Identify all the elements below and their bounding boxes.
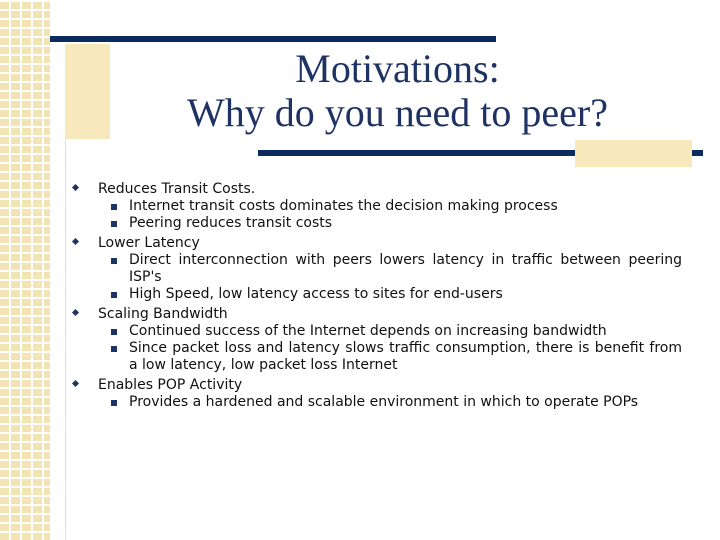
sub-bullet-text: Since packet loss and latency slows traffic consumption, there is benefit from a low latency, low packet loss Internet bbox=[129, 340, 682, 373]
sub-bullet-text: High Speed, low latency access to sites for end-users bbox=[129, 286, 503, 302]
square-bullet-icon bbox=[111, 221, 117, 227]
diamond-bullet-icon bbox=[72, 184, 79, 191]
bullet-item bbox=[70, 180, 682, 198]
square-bullet-icon bbox=[111, 346, 117, 352]
sub-bullet-item bbox=[70, 215, 682, 232]
diamond-bullet-icon bbox=[72, 238, 79, 245]
square-bullet-icon bbox=[111, 204, 117, 210]
sub-bullet-item bbox=[70, 394, 682, 411]
sub-bullet-text: Peering reduces transit costs bbox=[129, 215, 333, 231]
diamond-bullet-icon bbox=[72, 380, 79, 387]
sub-bullet-text: Continued success of the Internet depends on increasing bandwidth bbox=[129, 323, 607, 339]
bottom-beige-block bbox=[575, 140, 692, 167]
square-bullet-icon bbox=[111, 329, 117, 335]
bullet-text: Lower Latency bbox=[98, 235, 200, 251]
square-bullet-icon bbox=[111, 258, 117, 264]
top-beige-block bbox=[65, 44, 110, 139]
sub-bullet-item bbox=[70, 286, 682, 303]
diamond-bullet-icon bbox=[72, 309, 79, 316]
top-navy-bar bbox=[50, 36, 496, 42]
bullet-list bbox=[70, 178, 682, 411]
bullet-text: Scaling Bandwidth bbox=[98, 306, 228, 322]
sub-bullet-text: Provides a hardened and scalable environment in which to operate POPs bbox=[129, 394, 639, 410]
bullet-item bbox=[70, 305, 682, 323]
decorative-stripe-pattern bbox=[0, 0, 50, 540]
left-divider-line bbox=[65, 110, 66, 540]
sub-bullet-item bbox=[70, 198, 682, 215]
sub-bullet-text: Direct interconnection with peers lowers latency in traffic between peering ISP's bbox=[129, 252, 682, 285]
sub-bullet-item bbox=[70, 252, 682, 286]
sub-bullet-item bbox=[70, 340, 682, 374]
bullet-item bbox=[70, 376, 682, 394]
sub-bullet-text: Internet transit costs dominates the decision making process bbox=[129, 198, 558, 214]
bullet-text: Enables POP Activity bbox=[98, 377, 243, 393]
slide-title bbox=[110, 47, 685, 135]
bullet-text: Reduces Transit Costs. bbox=[98, 181, 256, 197]
bullet-item bbox=[70, 234, 682, 252]
square-bullet-icon bbox=[111, 292, 117, 298]
title-line-2: Why do you need to peer? bbox=[187, 90, 608, 135]
square-bullet-icon bbox=[111, 400, 117, 406]
title-line-1: Motivations: bbox=[295, 46, 500, 91]
sub-bullet-item bbox=[70, 323, 682, 340]
